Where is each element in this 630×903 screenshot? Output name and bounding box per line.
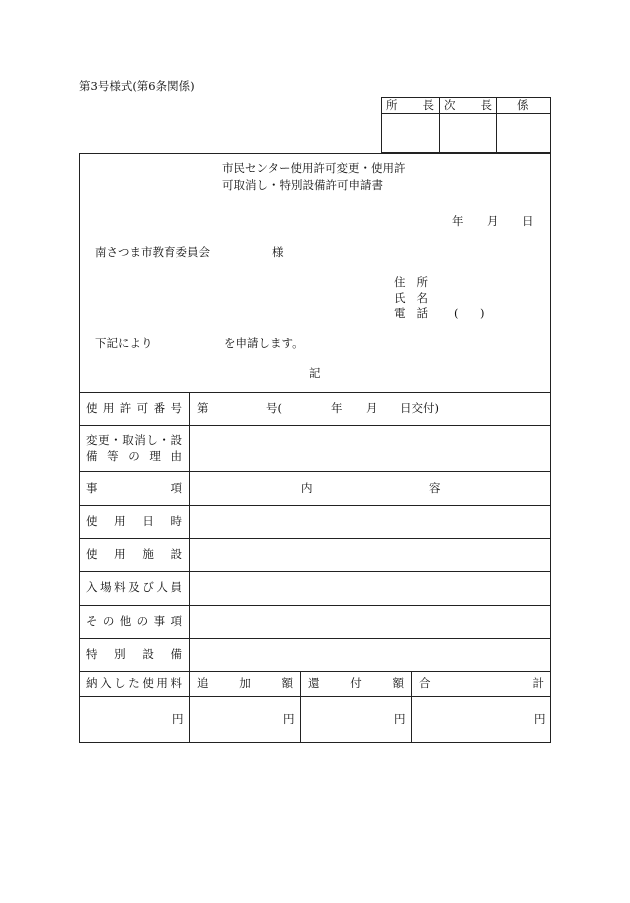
approval-director-label: 所 長	[386, 98, 434, 112]
phone-paren-open: (	[454, 306, 459, 320]
row-line-8	[79, 671, 551, 672]
applicant-phone-label: 電 話	[394, 306, 428, 320]
table-top-line	[79, 392, 551, 393]
approval-staff-label: 係	[517, 98, 529, 112]
usage-datetime-label: 使 用 日 時	[86, 514, 182, 528]
row-line-9	[79, 696, 551, 697]
applicant-name-label: 氏 名	[394, 291, 428, 305]
fee-column-divider-1	[300, 671, 301, 743]
other-items-label: そ の 他 の 事 項	[86, 614, 182, 628]
approval-header-divider	[381, 113, 551, 114]
permit-issued: 日交付)	[400, 401, 439, 415]
refund-amount-label: 還 付 額	[308, 676, 404, 690]
reason-label-line2: 備 等 の 理 由	[86, 449, 182, 463]
row-line-6	[79, 605, 551, 606]
row-line-5	[79, 571, 551, 572]
usage-facility-label: 使 用 施 設	[86, 547, 182, 561]
row-line-2	[79, 471, 551, 472]
permit-month: 月	[366, 401, 378, 415]
permit-year: 年	[331, 401, 343, 415]
yen-refund: 円	[394, 712, 406, 726]
request-text-pre: 下記により	[95, 336, 153, 350]
row-line-1	[79, 425, 551, 426]
fee-column-divider-2	[411, 671, 412, 743]
date-month: 月	[487, 214, 499, 228]
applicant-address-label: 住 所	[394, 275, 428, 289]
form-number: 第3号様式(第6条関係)	[79, 79, 195, 93]
form-title-line1: 市民センター使用許可変更・使用許	[222, 161, 406, 175]
paid-fee-label: 納 入 し た 使 用 料	[86, 676, 182, 690]
row-line-7	[79, 638, 551, 639]
row-line-3	[79, 505, 551, 506]
total-label: 合 計	[419, 676, 544, 690]
special-equipment-label: 特 別 設 備	[86, 647, 182, 661]
row-line-4	[79, 538, 551, 539]
addressee-honorific: 様	[272, 245, 284, 259]
label-column-divider	[189, 392, 190, 743]
form-title-line2: 可取消し・特別設備許可申請書	[222, 178, 383, 192]
yen-paid: 円	[172, 712, 184, 726]
reason-label-line1: 変 更 ・ 取 消 し ・ 設	[86, 433, 182, 447]
addressee: 南さつま市教育委員会	[95, 245, 210, 259]
yen-additional: 円	[283, 712, 295, 726]
phone-paren-close: )	[480, 306, 485, 320]
content-header-char1: 内	[301, 481, 313, 495]
yen-total: 円	[534, 712, 546, 726]
ki-heading: 記	[309, 366, 321, 380]
approval-divider-1	[439, 97, 440, 153]
approval-divider-2	[496, 97, 497, 153]
additional-amount-label: 追 加 額	[197, 676, 293, 690]
approval-vice-label: 次 長	[444, 98, 492, 112]
permit-number-label: 使 用 許 可 番 号	[86, 401, 182, 415]
admission-label: 入 場 料 及 び 人 員	[86, 580, 182, 594]
content-header-char2: 容	[429, 481, 441, 495]
item-label: 事 項	[86, 481, 182, 495]
date-year: 年	[452, 214, 464, 228]
date-day: 日	[522, 214, 534, 228]
request-text-post: を申請します。	[224, 336, 304, 350]
permit-go: 号(	[266, 401, 282, 415]
permit-no-prefix: 第	[197, 401, 209, 415]
